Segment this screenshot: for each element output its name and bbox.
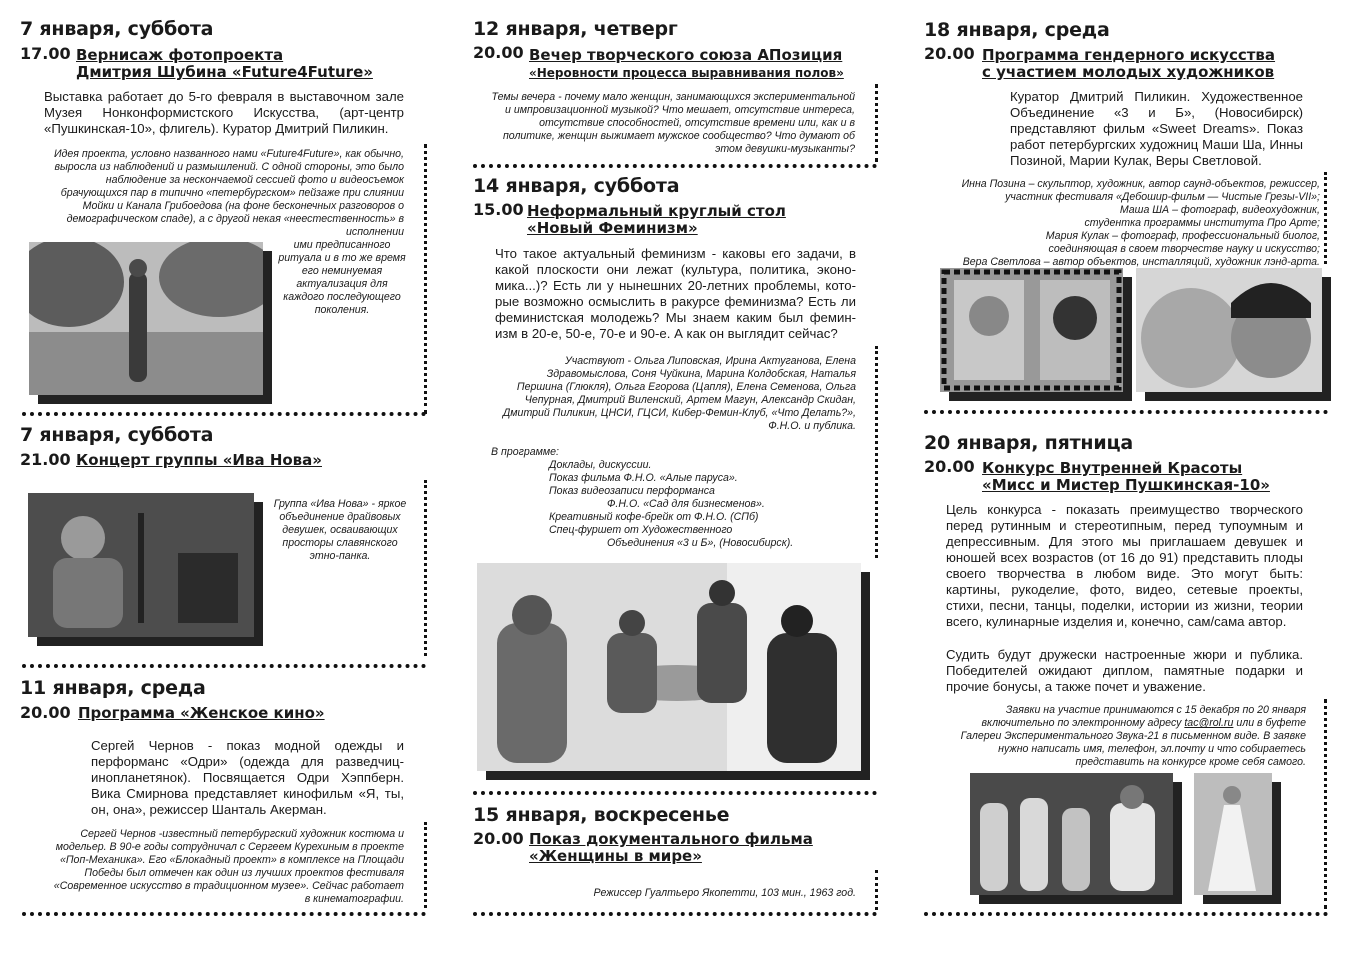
dotted-divider: [875, 84, 878, 162]
dotted-divider: [424, 480, 427, 656]
artist-note: Инна Позина – скульптор, художник, автор саунд-объектов, режиссер,: [961, 178, 1320, 190]
event-time: 20.00: [473, 829, 524, 848]
concert-photo: [28, 493, 254, 637]
event-date: 14 января, суббота: [473, 175, 680, 197]
event-time: 17.00: [20, 44, 71, 63]
dotted-divider: [1324, 699, 1327, 909]
event-title: Показ документального фильма: [529, 830, 813, 848]
event-title: Концерт группы «Ива Нова»: [76, 451, 322, 469]
event-title: «Новый Феминизм»: [527, 219, 698, 237]
section-divider: [473, 164, 877, 168]
project-note: Идея проекта, условно названного нами «Future4Future», как обычно, выросла из наблюдений и размышлений. С одной стороны, это было наблюдение за нескончаемой сессией фото и видеосъемок брачующихся пар в типично «петербургском» пейзаже при слиянии Мойки и Канала Грибоедова (на фоне бесконечных разговоров о демографическом спаде), а с другой некая «неестественность» в исполнении: [53, 148, 404, 238]
section-divider: [473, 791, 877, 795]
event-date: 11 января, среда: [20, 677, 206, 699]
section-divider: [22, 912, 426, 916]
program-item: Показ видеозаписи перформанса: [549, 485, 715, 497]
event-time: 15.00: [473, 200, 524, 219]
event-time: 20.00: [473, 43, 524, 62]
event-title: Конкурс Внутренней Красоты: [982, 459, 1243, 477]
band-note: Группа «Ива Нова» - яркое объединение драйвовых девушек, осваивающих просторы славянского этно-панка.: [273, 498, 407, 562]
event-date: 12 января, четверг: [473, 18, 678, 40]
event-title: «Мисс и Мистер Пушкинская-10»: [982, 476, 1270, 494]
artist-note: Вера Светлова – автор объектов, инсталляций, художник лэнд-арта.: [962, 256, 1320, 268]
exhibition-photo: [29, 242, 263, 395]
program-item: Ф.Н.О. «Сад для бизнесменов».: [607, 498, 765, 510]
event-description: Судить будут дружески настроенные жюри и публика. Победителей ожидают диплом, памятные подарки и прочие бонусы, а также почет и уважение.: [946, 647, 1303, 694]
section-divider: [22, 664, 426, 668]
program-item: Доклады, дискуссии.: [549, 459, 652, 471]
section-divider: [22, 412, 426, 416]
event-date: 7 января, суббота: [20, 18, 214, 40]
event-description: Цель конкурса - показать преимущество творческого перед рутинным и стереотипным, перед тупоумным и депрессивным. Для этого мы приглашаем девушек и юношей всех возрастов (от 16 до 91) представить плоды своего творчества в любом виде. Это могут быть: картины, рукоделие, фото, видео, сетевые проекты, стихи, песни, танцы, поделки, истории из жизни, теории всего, кулинарные изделия и, конечно, сам/сама автор.: [946, 502, 1303, 629]
event-time: 20.00: [924, 457, 975, 476]
artist-note: Мария Кулак – фотограф, профессиональный биолог,: [1045, 230, 1320, 242]
event-description: Сергей Чернов - показ модной одежды и перформанс «Одри» (одежда для разведчиц-инопланетянок). Посвящается Одри Хэппберн. Вика Смирнова представляет кинофильм «Я, ты, он, она», режиссер Шанталь Акерман.: [91, 738, 404, 817]
artist-note: соединяющая в своем творчестве науку и искусство;: [1048, 243, 1320, 255]
event-date: 18 января, среда: [924, 19, 1110, 41]
contest-photo: [970, 773, 1173, 895]
dotted-divider: [875, 346, 878, 558]
artist-note: участник фестиваля «Дебошир-фильм — Чистые Грезы-VII»;: [1005, 191, 1320, 203]
artists-portrait-photo: [1136, 268, 1322, 392]
event-time: 20.00: [20, 703, 71, 722]
event-date: 20 января, пятница: [924, 432, 1133, 454]
film-note: Режиссер Гуалтьеро Якопетти, 103 мин., 1963 год.: [593, 887, 856, 899]
bride-photo: [1194, 773, 1272, 895]
artists-photo-collage: [940, 268, 1123, 392]
dotted-divider: [875, 870, 878, 910]
application-note-text: Заявки на участие принимаются с 15 декабря по 20 января включительно по электронному адресу: [981, 704, 1306, 729]
column-3: [922, 0, 1352, 957]
application-note-text: или в буфете Галереи Экспериментального Звука-21 в письменном виде. В заявке нужно написать имя, телефон, эл.почту и что собираетесь представить на конкурсе кроме себя самого.: [960, 717, 1306, 768]
event-title: Программа «Женское кино»: [78, 704, 325, 722]
event-title: Вернисаж фотопроекта: [76, 46, 284, 64]
dotted-divider: [424, 144, 427, 414]
event-title: Неформальный круглый стол: [527, 202, 786, 220]
evening-note: Темы вечера - почему мало женщин, занимающихся экспериментальной и импровизационной музыкой? Что мешает, отсутствие интереса, отсутствие способностей, отсутствие времени или, как и в политике, женщин выжимает мужское сообщество? Что думают об этом девушки-музыканты?: [491, 91, 855, 155]
program-item: Креативный кофе-брейк от Ф.Н.О. (СПб): [549, 511, 759, 523]
event-title: с участием молодых художников: [982, 63, 1275, 81]
dotted-divider: [1324, 172, 1327, 264]
event-time: 21.00: [20, 450, 71, 469]
designer-note: Сергей Чернов -известный петербургский художник костюма и модельер. В 90-е годы сотрудничал с Сергеем Курехиным в проекте «Поп-Механика». Его «Блокадный проект» в комплексе на Площади Победы был отмечен как один из лучших проектов фестиваля «Современное искусство в традиционном музее». Сейчас работает в кинематографии.: [53, 828, 404, 905]
event-time: 20.00: [924, 44, 975, 63]
event-date: 15 января, воскресенье: [473, 804, 730, 826]
program-item: Показ фильма Ф.Н.О. «Алые паруса».: [549, 472, 738, 484]
event-description: Куратор Дмитрий Пиликин. Художественное Объединение «3 и Б», (Новосибирск) представляют фильм «Sweet Dreams». Показ работ петербургских художниц Маши Ша, Инны Позиной, Марии Кулак, Веры Светловой.: [1010, 89, 1303, 168]
column-2: [471, 0, 901, 957]
program-heading: В программе:: [491, 446, 559, 458]
program-item: Объединения «3 и Б», (Новосибирск).: [607, 537, 794, 549]
event-date: 7 января, суббота: [20, 424, 214, 446]
email-link[interactable]: tac@rol.ru: [1184, 717, 1234, 729]
application-note: [942, 704, 1306, 769]
section-divider: [924, 912, 1328, 916]
event-title: Дмитрия Шубина «Future4Future»: [76, 63, 373, 81]
section-divider: [924, 410, 1328, 414]
dotted-divider: [424, 822, 427, 908]
artist-note: Маша ША – фотограф, видеохудожник,: [1119, 204, 1320, 216]
event-title: Программа гендерного искусства: [982, 46, 1276, 64]
roundtable-photo: [477, 563, 861, 771]
column-1: [20, 0, 450, 957]
section-divider: [473, 912, 877, 916]
program-item: Спец-фуршет от Художественного: [549, 524, 733, 536]
participants-note: Участвуют - Ольга Липовская, Ирина Актуганова, Елена Здравомыслова, Соня Чуйкина, Марина Колдобская, Наталья Першина (Глюкля), Ольга Егорова (Цапля), Елена Семенова, Ольга Чепурная, Дмитрий Виленский, Артем Магун, Александр Скидан, Дмитрий Пиликин, ЦНСИ, ГЦСИ, Кибер-Фемин-Клуб, «Что Делать?», Ф.Н.О. и публика.: [502, 355, 856, 432]
artist-note: студентка программы института Про Арте;: [1084, 217, 1320, 229]
event-title: Вечер творческого союза АПозиция: [529, 46, 843, 64]
event-title: «Женщины в мире»: [529, 847, 702, 865]
project-note-side: ими предписанного ритуала и в то же время его неминуемая актуализация для каждого последующего поколения.: [278, 239, 406, 316]
event-description: Выставка работает до 5-го февраля в выставочном зале Музея Нонконформистского Искусства, (арт-центр «Пушкинская-10», флигель). Куратор Дмитрий Пиликин.: [44, 89, 404, 136]
event-subtitle: «Неровности процесса выравнивания полов»: [529, 66, 844, 80]
event-description: Что такое актуальный феминизм - каковы его задачи, в какой плоскости они лежат (культура, политика, эконо-мика...)? Есть ли у нынешних 20-летних проблемы, кото-рые возможно осмыслить в ракурсе феминизма? Есть ли феминистская молодежь? Мы знаем каким был фемин-изм в 20-е, 50-е, 70-е и 90-е. А как он выглядит сейчас?: [495, 246, 856, 341]
